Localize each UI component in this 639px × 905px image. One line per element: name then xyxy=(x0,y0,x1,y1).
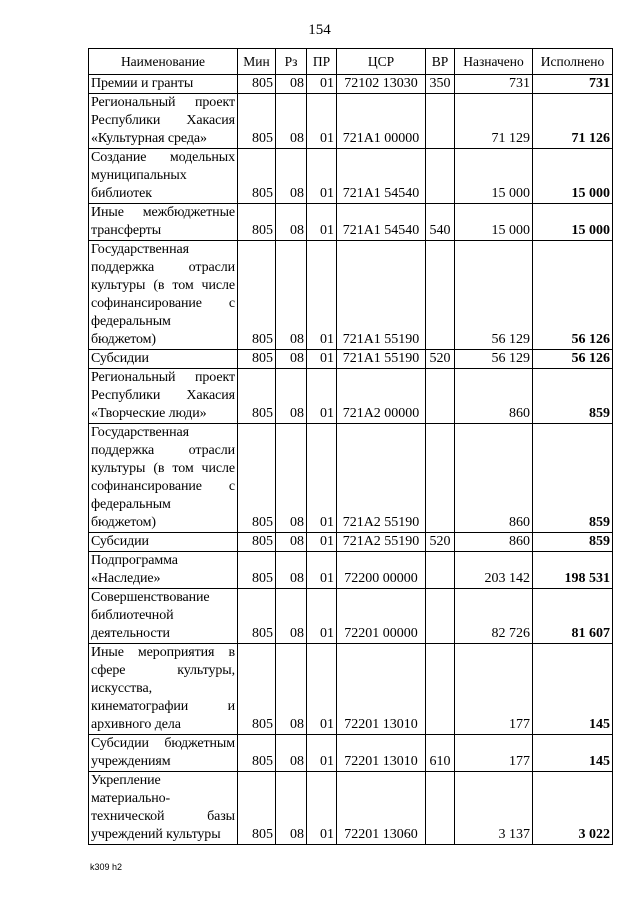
cell-executed: 3 022 xyxy=(533,772,613,845)
cell-assigned: 177 xyxy=(455,644,533,735)
cell-assigned: 71 129 xyxy=(455,94,533,149)
cell-csr: 721A1 00000 xyxy=(337,94,426,149)
cell-executed: 15 000 xyxy=(533,204,613,241)
cell-executed: 145 xyxy=(533,644,613,735)
cell-pr: 01 xyxy=(307,369,337,424)
cell-rz: 08 xyxy=(276,241,307,350)
column-header-name: Наименование xyxy=(89,49,238,75)
table-row xyxy=(89,149,613,204)
cell-rz: 08 xyxy=(276,369,307,424)
cell-name: Укрепление материально-технической базы учреждений культуры xyxy=(89,772,238,845)
column-header-csr: ЦСР xyxy=(337,49,426,75)
cell-vr: 540 xyxy=(426,204,455,241)
cell-csr: 721A1 55190 xyxy=(337,241,426,350)
cell-executed: 71 126 xyxy=(533,94,613,149)
cell-vr: 520 xyxy=(426,350,455,369)
table-row xyxy=(89,75,613,94)
cell-vr: 350 xyxy=(426,75,455,94)
cell-name: Иные межбюджетные трансферты xyxy=(89,204,238,241)
cell-rz: 08 xyxy=(276,204,307,241)
table-row xyxy=(89,369,613,424)
cell-assigned: 56 129 xyxy=(455,241,533,350)
cell-assigned: 860 xyxy=(455,369,533,424)
cell-rz: 08 xyxy=(276,589,307,644)
cell-assigned: 15 000 xyxy=(455,149,533,204)
cell-name: Премии и гранты xyxy=(89,75,238,94)
cell-min: 805 xyxy=(238,75,276,94)
cell-vr xyxy=(426,241,455,350)
cell-assigned: 731 xyxy=(455,75,533,94)
cell-csr: 72201 13010 xyxy=(337,735,426,772)
table-row xyxy=(89,424,613,533)
cell-executed: 198 531 xyxy=(533,552,613,589)
table-row xyxy=(89,241,613,350)
table-row xyxy=(89,589,613,644)
cell-vr: 610 xyxy=(426,735,455,772)
cell-name: Государственная поддержка отрасли культуры (в том числе софинансирование с федеральным бюджетом) xyxy=(89,241,238,350)
cell-csr: 721A1 54540 xyxy=(337,204,426,241)
table-row xyxy=(89,644,613,735)
cell-pr: 01 xyxy=(307,204,337,241)
table-row xyxy=(89,735,613,772)
table-header-row xyxy=(89,49,613,75)
cell-min: 805 xyxy=(238,94,276,149)
cell-vr xyxy=(426,149,455,204)
cell-csr: 72102 13030 xyxy=(337,75,426,94)
cell-assigned: 860 xyxy=(455,533,533,552)
cell-csr: 721A2 55190 xyxy=(337,424,426,533)
table-row xyxy=(89,772,613,845)
cell-vr xyxy=(426,94,455,149)
column-header-assigned: Назначено xyxy=(455,49,533,75)
cell-min: 805 xyxy=(238,241,276,350)
column-header-executed: Исполнено xyxy=(533,49,613,75)
cell-assigned: 3 137 xyxy=(455,772,533,845)
cell-csr: 721A2 55190 xyxy=(337,533,426,552)
cell-assigned: 177 xyxy=(455,735,533,772)
cell-rz: 08 xyxy=(276,552,307,589)
cell-rz: 08 xyxy=(276,75,307,94)
cell-min: 805 xyxy=(238,149,276,204)
page-number: 154 xyxy=(308,22,331,38)
column-header-rz: Рз xyxy=(276,49,307,75)
cell-csr: 721A1 54540 xyxy=(337,149,426,204)
cell-vr xyxy=(426,369,455,424)
cell-name: Субсидии xyxy=(89,533,238,552)
cell-pr: 01 xyxy=(307,644,337,735)
cell-csr: 721A2 00000 xyxy=(337,369,426,424)
column-header-min: Мин xyxy=(238,49,276,75)
cell-pr: 01 xyxy=(307,75,337,94)
cell-executed: 859 xyxy=(533,424,613,533)
cell-csr: 72200 00000 xyxy=(337,552,426,589)
cell-name: Совершенствование библиотечной деятельности xyxy=(89,589,238,644)
cell-csr: 72201 13010 xyxy=(337,644,426,735)
cell-vr xyxy=(426,589,455,644)
footer-code: k309 h2 xyxy=(90,862,123,872)
cell-name: Подпрограмма «Наследие» xyxy=(89,552,238,589)
cell-vr xyxy=(426,424,455,533)
cell-name: Создание модельных муниципальных библиотек xyxy=(89,149,238,204)
cell-csr: 72201 00000 xyxy=(337,589,426,644)
cell-rz: 08 xyxy=(276,533,307,552)
table-row xyxy=(89,533,613,552)
table-row xyxy=(89,204,613,241)
cell-pr: 01 xyxy=(307,424,337,533)
column-header-pr: ПР xyxy=(307,49,337,75)
cell-executed: 81 607 xyxy=(533,589,613,644)
cell-min: 805 xyxy=(238,589,276,644)
cell-min: 805 xyxy=(238,735,276,772)
cell-executed: 145 xyxy=(533,735,613,772)
cell-executed: 859 xyxy=(533,533,613,552)
cell-name: Иные мероприятия в сфере культуры, искусства, кинематографии и архивного дела xyxy=(89,644,238,735)
cell-pr: 01 xyxy=(307,772,337,845)
cell-pr: 01 xyxy=(307,94,337,149)
cell-pr: 01 xyxy=(307,552,337,589)
table-row xyxy=(89,350,613,369)
cell-assigned: 860 xyxy=(455,424,533,533)
cell-rz: 08 xyxy=(276,772,307,845)
cell-pr: 01 xyxy=(307,735,337,772)
cell-rz: 08 xyxy=(276,149,307,204)
cell-executed: 15 000 xyxy=(533,149,613,204)
cell-executed: 731 xyxy=(533,75,613,94)
cell-assigned: 203 142 xyxy=(455,552,533,589)
cell-rz: 08 xyxy=(276,735,307,772)
table-row xyxy=(89,94,613,149)
cell-min: 805 xyxy=(238,533,276,552)
cell-assigned: 56 129 xyxy=(455,350,533,369)
cell-pr: 01 xyxy=(307,589,337,644)
cell-pr: 01 xyxy=(307,241,337,350)
cell-vr xyxy=(426,772,455,845)
cell-csr: 721A1 55190 xyxy=(337,350,426,369)
cell-min: 805 xyxy=(238,204,276,241)
cell-name: Региональный проект Республики Хакасия «Культурная среда» xyxy=(89,94,238,149)
cell-executed: 56 126 xyxy=(533,241,613,350)
table-row xyxy=(89,552,613,589)
cell-executed: 56 126 xyxy=(533,350,613,369)
cell-csr: 72201 13060 xyxy=(337,772,426,845)
cell-pr: 01 xyxy=(307,533,337,552)
cell-min: 805 xyxy=(238,644,276,735)
budget-table xyxy=(88,48,613,845)
cell-min: 805 xyxy=(238,424,276,533)
cell-pr: 01 xyxy=(307,350,337,369)
cell-min: 805 xyxy=(238,772,276,845)
cell-vr xyxy=(426,644,455,735)
cell-assigned: 15 000 xyxy=(455,204,533,241)
cell-vr: 520 xyxy=(426,533,455,552)
cell-executed: 859 xyxy=(533,369,613,424)
cell-rz: 08 xyxy=(276,424,307,533)
cell-name: Государственная поддержка отрасли культуры (в том числе софинансирование с федеральным бюджетом) xyxy=(89,424,238,533)
column-header-vr: ВР xyxy=(426,49,455,75)
cell-name: Субсидии xyxy=(89,350,238,369)
cell-rz: 08 xyxy=(276,644,307,735)
cell-assigned: 82 726 xyxy=(455,589,533,644)
cell-rz: 08 xyxy=(276,350,307,369)
cell-pr: 01 xyxy=(307,149,337,204)
cell-min: 805 xyxy=(238,552,276,589)
cell-vr xyxy=(426,552,455,589)
cell-min: 805 xyxy=(238,350,276,369)
cell-name: Региональный проект Республики Хакасия «Творческие люди» xyxy=(89,369,238,424)
cell-min: 805 xyxy=(238,369,276,424)
cell-rz: 08 xyxy=(276,94,307,149)
cell-name: Субсидии бюджетным учреждениям xyxy=(89,735,238,772)
